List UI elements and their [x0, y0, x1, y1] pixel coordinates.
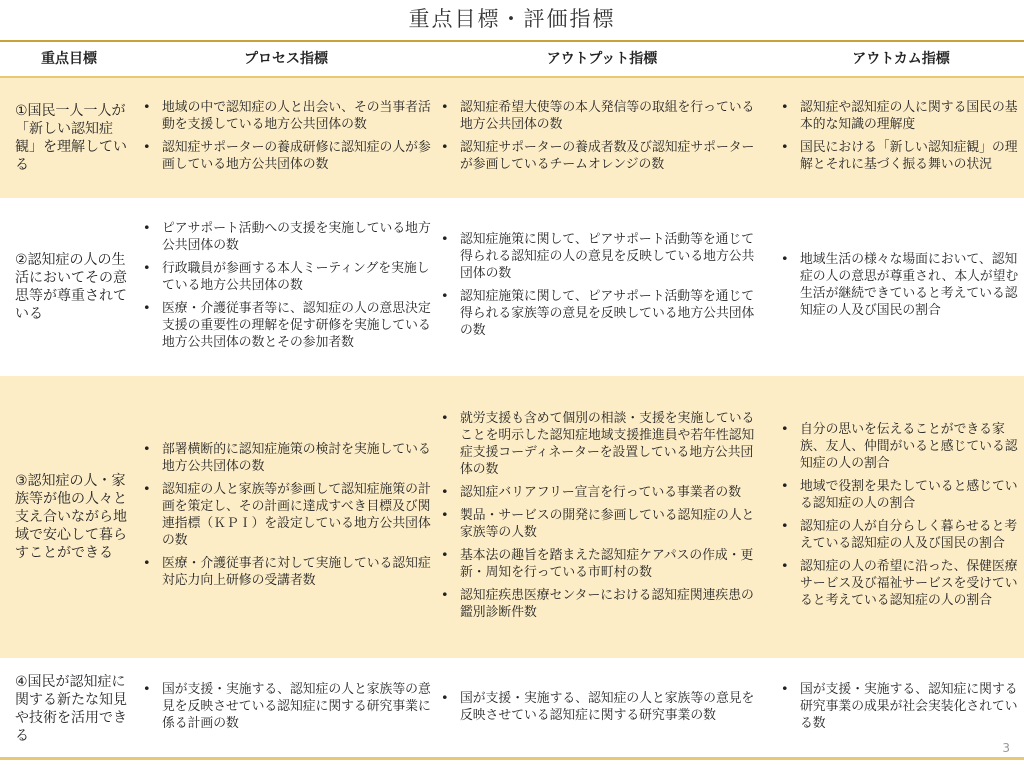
outcome-cell: [778, 78, 1024, 198]
outcome-cell: [778, 200, 1024, 374]
header-outcome: アウトカム指標: [852, 51, 950, 67]
list-item: • 認知症の人の希望に沿った、保健医療サービス及び福祉サービスを受けていると考えている認知症の人の割合: [778, 558, 1024, 609]
list-item: • 認知症疾患医療センターにおける認知症関連疾患の鑑別診断件数: [438, 587, 766, 621]
target-cell: ④国民が認知症に関する新たな知見や技術を活用できる: [15, 673, 127, 744]
list-item: • 地域で役割を果たしていると感じている認知症の人の割合: [778, 478, 1024, 512]
list-item: • ピアサポート活動への支援を実施している地方公共団体の数: [140, 220, 432, 254]
table-row: [0, 76, 1024, 200]
table-row: [0, 200, 1024, 376]
target-cell: ②認知症の人の生活においてその意思等が尊重されている: [15, 252, 127, 322]
list-item: • 認知症施策に関して、ピアサポート活動等を通じて得られる家族等の意見を反映している地方公共団体の数: [438, 288, 766, 339]
target-cell: ①国民一人一人が「新しい認知症観」を理解している: [15, 103, 127, 173]
output-cell: [438, 78, 766, 198]
process-cell: [140, 78, 432, 198]
list-item: • 行政職員が参画する本人ミーティングを実施している地方公共団体の数: [140, 260, 432, 294]
process-cell: [140, 376, 432, 658]
process-cell: [140, 200, 432, 374]
list-item: • 認知症の人と家族等が参画して認知症施策の計画を策定し、その計画に達成すべき目標及び関連指標（ＫＰＩ）を設定している地方公共団体の数: [140, 481, 432, 549]
list-item: • 国が支援・実施する、認知症の人と家族等の意見を反映させている認知症に関する研究事業に係る計画の数: [140, 681, 432, 732]
list-item: • 国民における「新しい認知症観」の理解とそれに基づく振る舞いの状況: [778, 139, 1024, 173]
page-title: 重点目標・評価指標: [408, 7, 616, 31]
table-row: [0, 376, 1024, 660]
list-item: • 国が支援・実施する、認知症の人と家族等の意見を反映させている認知症に関する研究事業の数: [438, 690, 766, 724]
output-cell: [438, 376, 766, 658]
list-item: • 製品・サービスの開発に参画している認知症の人と家族等の人数: [438, 507, 766, 541]
list-item: • 地域の中で認知症の人と出会い、その当事者活動を支援している地方公共団体の数: [140, 99, 432, 133]
list-item: • 認知症バリアフリー宣言を行っている事業者の数: [438, 484, 766, 501]
list-item: • 認知症サポーターの養成者数及び認知症サポーターが参画しているチームオレンジの数: [438, 139, 766, 173]
list-item: • 認知症や認知症の人に関する国民の基本的な知識の理解度: [778, 99, 1024, 133]
list-item: • 認知症施策に関して、ピアサポート活動等を通じて得られる認知症の人の意見を反映している地方公共団体の数: [438, 231, 766, 282]
list-item: • 自分の思いを伝えることができる家族、友人、仲間がいると感じている認知症の人の割合: [778, 421, 1024, 472]
list-item: • 部署横断的に認知症施策の検討を実施している地方公共団体の数: [140, 441, 432, 475]
list-item: • 就労支援も含めて個別の相談・支援を実施していることを明示した認知症地域支援推進員や若年性認知症支援コーディネーターを設置している地方公共団体の数: [438, 410, 766, 478]
header-output: アウトプット指標: [546, 51, 658, 67]
output-cell: [438, 660, 766, 757]
header-target: 重点目標: [41, 51, 97, 67]
list-item: • 地域生活の様々な場面において、認知症の人の意思が尊重され、本人が望む生活が継続できていると考えている認知症の人及び国民の割合: [778, 251, 1024, 319]
list-item: • 認知症希望大使等の本人発信等の取組を行っている地方公共団体の数: [438, 99, 766, 133]
list-item: • 認知症の人が自分らしく暮らせると考えている認知症の人及び国民の割合: [778, 518, 1024, 552]
target-cell: ③認知症の人・家族等が他の人々と支え合いながら地域で安心して暮らすことができる: [15, 473, 127, 561]
list-item: • 医療・介護従事者等に、認知症の人の意思決定支援の重要性の理解を促す研修を実施している地方公共団体の数とその参加者数: [140, 300, 432, 351]
page-number: 3: [1002, 741, 1010, 755]
output-cell: [438, 200, 766, 374]
list-item: • 認知症サポーターの養成研修に認知症の人が参画している地方公共団体の数: [140, 139, 432, 173]
list-item: • 基本法の趣旨を踏まえた認知症ケアパスの作成・更新・周知を行っている市町村の数: [438, 547, 766, 581]
header-process: プロセス指標: [244, 51, 328, 67]
outcome-cell: [778, 660, 1024, 757]
process-cell: [140, 660, 432, 757]
list-item: • 医療・介護従事者に対して実施している認知症対応力向上研修の受講者数: [140, 555, 432, 589]
table-header: [0, 40, 1024, 76]
list-item: • 国が支援・実施する、認知症に関する研究事業の成果が社会実装化されている数: [778, 681, 1024, 732]
table-row: [0, 660, 1024, 760]
outcome-cell: [778, 376, 1024, 658]
